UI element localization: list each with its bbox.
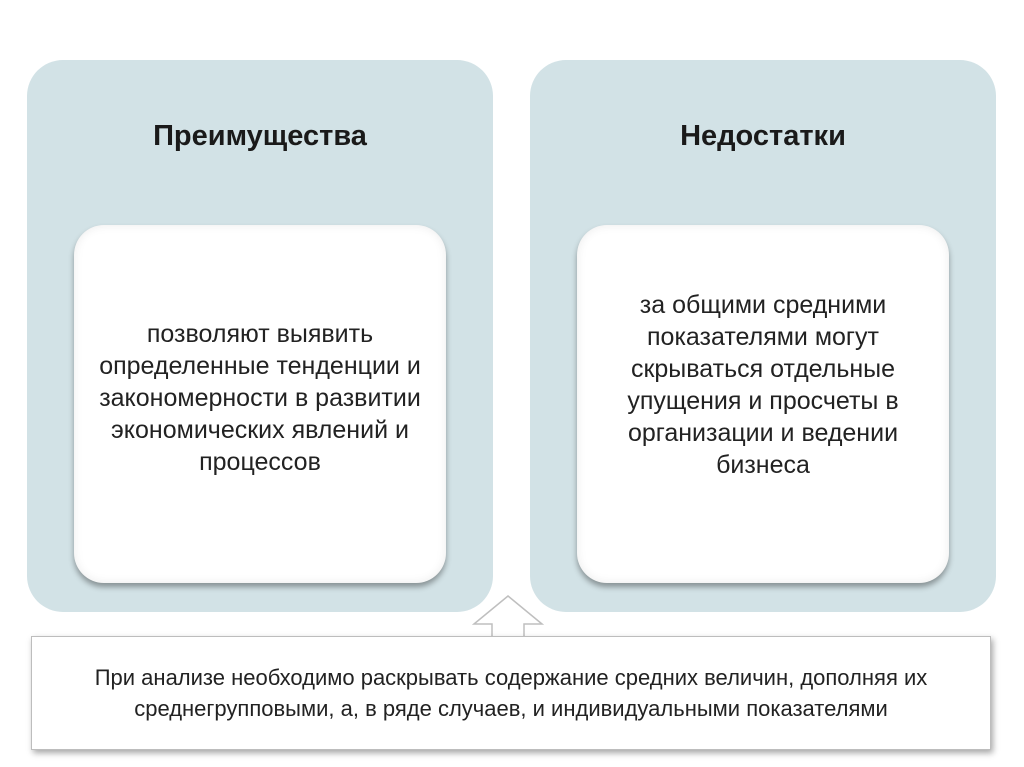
disadvantages-panel <box>530 60 996 612</box>
disadvantages-title: Недостатки <box>680 120 846 152</box>
conclusion-text: При анализе необходимо раскрывать содержание средних величин, дополняя их среднегрупповыми, а, в ряде случаев, и индивидуальными показателями <box>94 665 928 721</box>
advantages-panel <box>27 60 493 612</box>
conclusion-note <box>31 636 991 750</box>
disadvantages-text: за общими средними показателями могут скрываться отдельные упущения и просчеты в организации и ведении бизнеса <box>627 291 899 479</box>
advantages-card <box>74 225 446 583</box>
advantages-text: позволяют выявить определенные тенденции и закономерности в развитии экономических явлений и процессов <box>99 320 421 476</box>
advantages-title: Преимущества <box>153 120 367 152</box>
disadvantages-card <box>577 225 949 583</box>
